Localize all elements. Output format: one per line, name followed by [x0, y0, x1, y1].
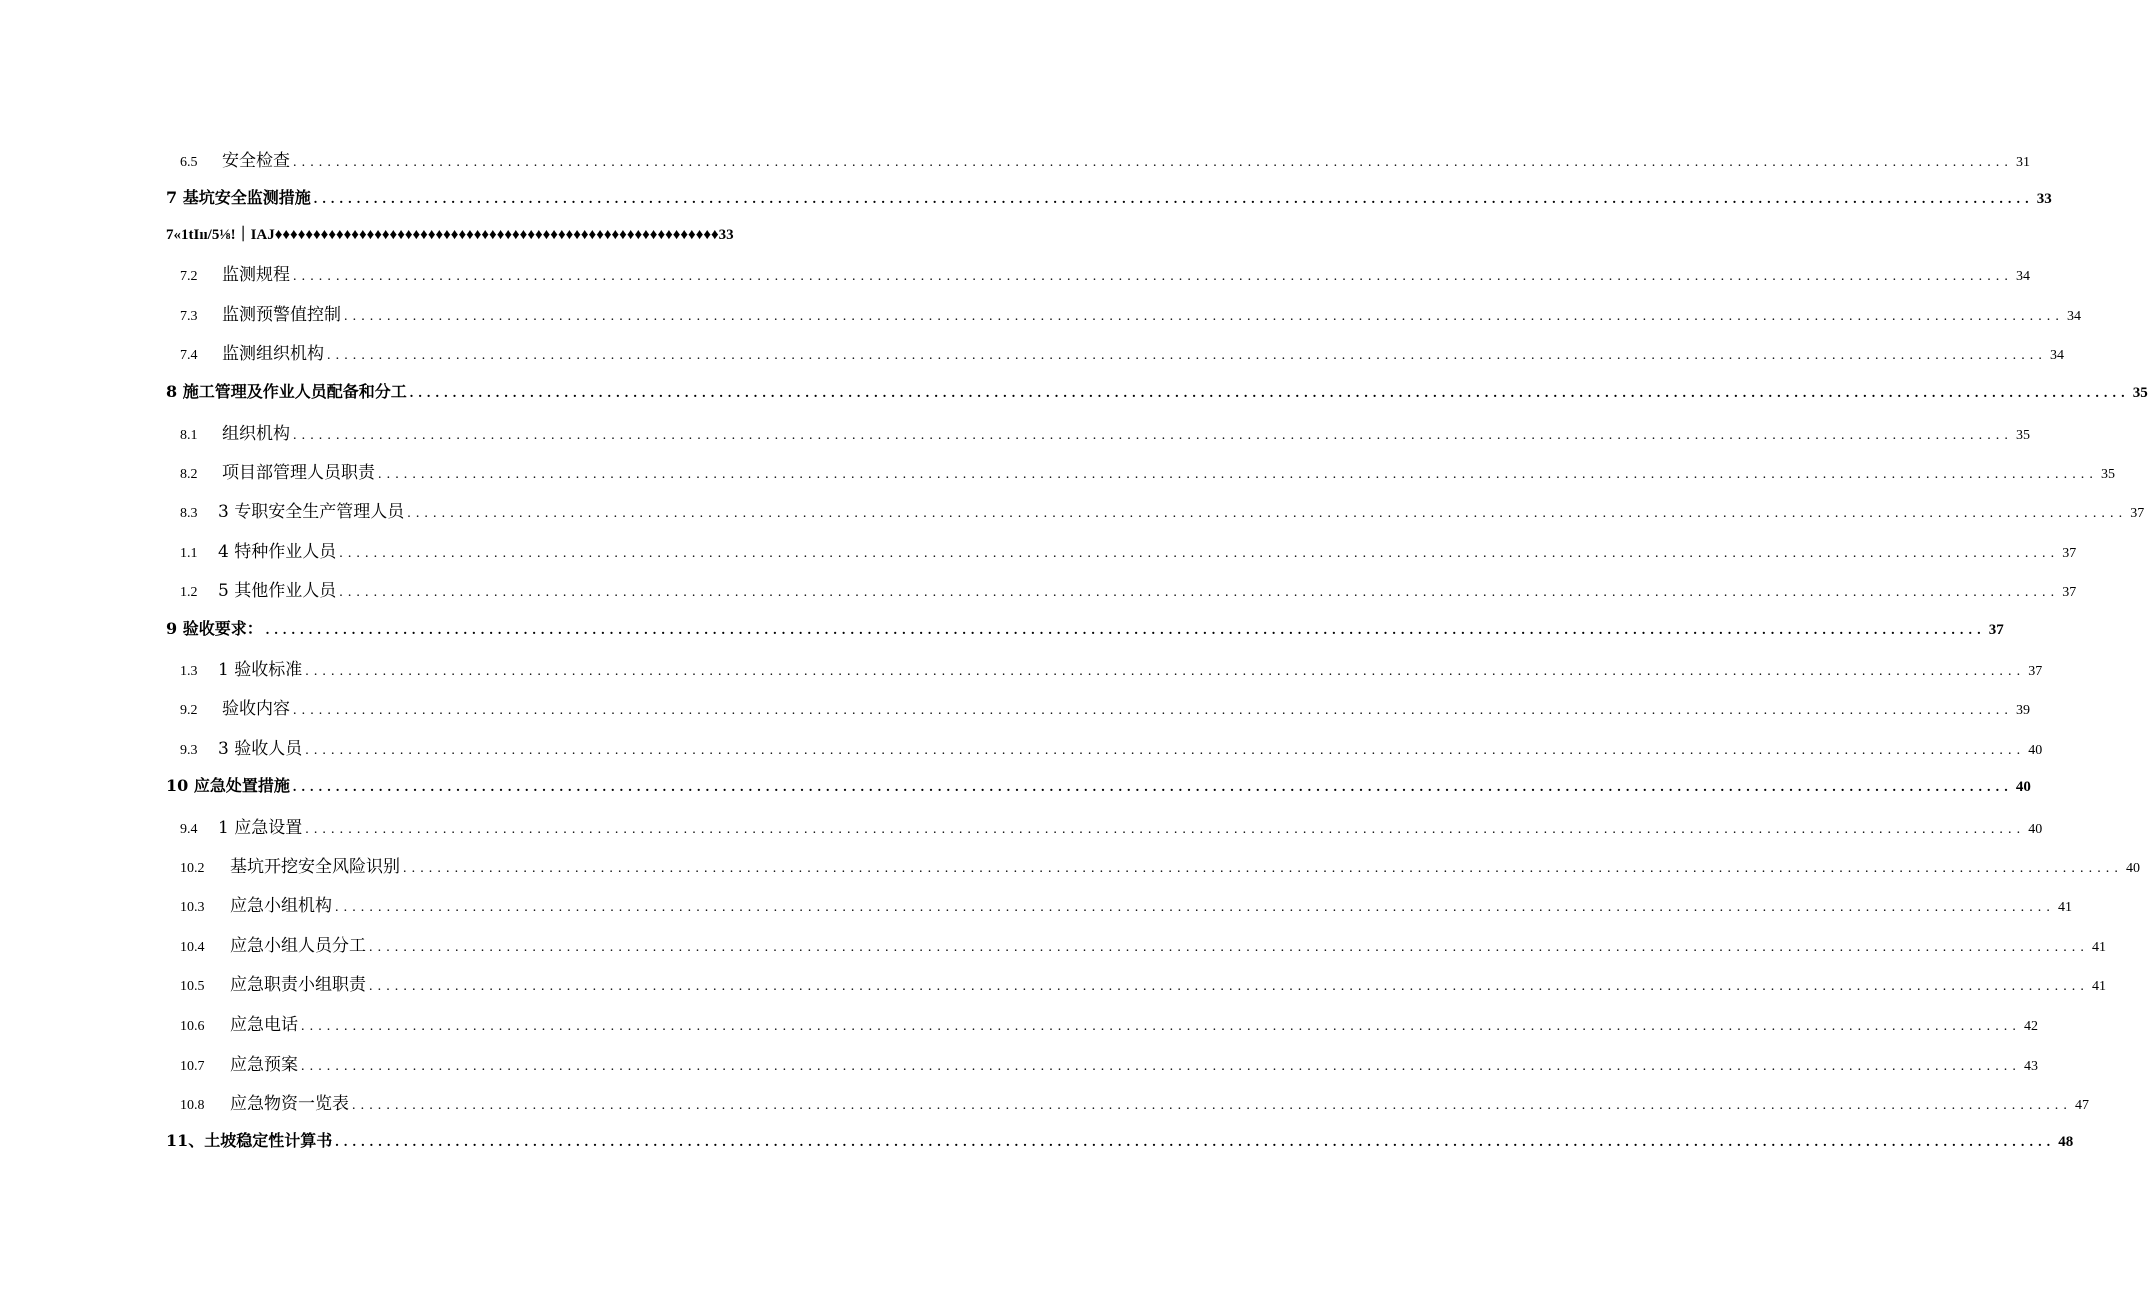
toc-entry[interactable]: [180, 734, 2043, 762]
toc-entry-title: 监测预警值控制: [222, 305, 341, 325]
toc-entry-number: 9.4: [180, 822, 198, 837]
toc-leader-dots: ........................................................................................................................................................................................................: [293, 269, 2013, 284]
toc-entry[interactable]: [180, 260, 2030, 288]
toc-entry[interactable]: [166, 185, 2052, 213]
toc-entry-number: 10.5: [180, 979, 205, 994]
toc-entry-number: 8.2: [180, 467, 198, 482]
toc-leader-dots: ........................................................................................................................................................................................................: [313, 192, 2034, 207]
toc-leader-dots: ........................................................................................................................................................................................................: [335, 1135, 2056, 1150]
toc-entry-title: 监测规程: [222, 265, 290, 285]
toc-entry-number: 9.3: [180, 743, 198, 758]
toc-entry-title: 监测组织机构: [222, 344, 324, 364]
toc-entry[interactable]: [180, 419, 2030, 447]
toc-entry-page: 48: [2058, 1134, 2074, 1150]
toc-entry[interactable]: [180, 655, 2043, 683]
toc-entry-page: 40: [2028, 822, 2043, 837]
toc-entry[interactable]: [180, 694, 2030, 722]
toc-entry-number: 10.2: [180, 861, 205, 876]
toc-entry-number: 6.5: [180, 155, 198, 170]
toc-entry-number: 10.8: [180, 1098, 205, 1113]
toc-entry-number: 7.2: [180, 269, 198, 284]
toc-entry-title: 基坑开挖安全风险识别: [230, 857, 400, 877]
toc-entry-page: 34: [2016, 269, 2030, 284]
toc-entry[interactable]: [180, 970, 2106, 998]
toc-entry[interactable]: [166, 379, 2148, 407]
toc-entry-title: 验收内容: [222, 699, 290, 719]
toc-entry-page: 41: [2092, 979, 2106, 994]
toc-entry-page: 42: [2024, 1019, 2038, 1034]
toc-leader-dots: ........................................................................................................................................................................................................: [352, 1098, 2072, 1113]
toc-entry[interactable]: [180, 339, 2064, 367]
toc-entry-page: 40: [2028, 743, 2043, 758]
toc-entry-title: 1 应急设置: [218, 818, 303, 838]
toc-entry-page: 41: [2092, 940, 2106, 955]
toc-entry[interactable]: [180, 576, 2077, 604]
toc-entry-title: 应急小组人员分工: [230, 936, 366, 956]
toc-entry[interactable]: [180, 458, 2115, 486]
toc-entry[interactable]: [180, 813, 2043, 841]
toc-leader-dots: ........................................................................................................................................................................................................: [305, 822, 2026, 837]
toc-entry[interactable]: [180, 891, 2072, 919]
toc-entry-number: 10.4: [180, 940, 205, 955]
toc-leader-dots: ........................................................................................................................................................................................................: [409, 386, 2130, 401]
toc-entry-title: 安全检查: [222, 151, 290, 171]
toc-entry[interactable]: [180, 537, 2077, 565]
toc-leader-dots: ........................................................................................................................................................................................................: [378, 467, 2098, 482]
toc-entry-number: 8.3: [180, 506, 198, 521]
toc-leader-dots: ........................................................................................................................................................................................................: [403, 861, 2123, 876]
toc-leader-dots: ........................................................................................................................................................................................................: [407, 506, 2128, 521]
toc-entry-number: 8.1: [180, 428, 198, 443]
toc-entry-title: 8 施工管理及作业人员配备和分工: [166, 382, 407, 401]
toc-leader-dots: ........................................................................................................................................................................................................: [305, 664, 2026, 679]
toc-entry-title: 7 基坑安全监测措施: [166, 188, 311, 207]
toc-entry-page: 39: [2016, 703, 2030, 718]
toc-entry[interactable]: [180, 1089, 2089, 1117]
toc-entry-number: 1.3: [180, 664, 198, 679]
toc-entry-page: 41: [2058, 900, 2072, 915]
toc-entry-title: 10 应急处置措施: [166, 776, 290, 795]
toc-leader-dots: ........................................................................................................................................................................................................: [292, 780, 2013, 795]
toc-entry[interactable]: [166, 223, 834, 251]
toc-entry-title: 组织机构: [222, 424, 290, 444]
toc-entry-page: 37: [1988, 622, 2004, 638]
toc-entry[interactable]: [180, 146, 2030, 174]
toc-entry-title: 项目部管理人员职责: [222, 463, 375, 483]
toc-entry[interactable]: [180, 931, 2106, 959]
toc-entry-title: 3 验收人员: [218, 739, 303, 759]
toc-entry-title: 应急职责小组职责: [230, 975, 366, 995]
toc-entry-title: 11、土坡稳定性计算书: [166, 1131, 333, 1150]
toc-entry-page: 34: [2050, 348, 2064, 363]
toc-entry-page: 43: [2024, 1059, 2038, 1074]
toc-entry[interactable]: [166, 616, 2004, 644]
toc-entry-page: 37: [2062, 585, 2077, 600]
toc-entry-page: 40: [2015, 779, 2031, 795]
toc-entry-page: 35: [2016, 428, 2030, 443]
toc-leader-dots: ........................................................................................................................................................................................................: [293, 428, 2013, 443]
toc-entry-page: 47: [2075, 1098, 2089, 1113]
toc-entry-title: 5 其他作业人员: [218, 581, 337, 601]
toc-leader-dots: ........................................................................................................................................................................................................: [293, 703, 2013, 718]
toc-entry[interactable]: [180, 300, 2081, 328]
toc-entry-page: 35: [2101, 467, 2115, 482]
toc-entry[interactable]: [166, 773, 2031, 801]
toc-entry-page: 37: [2062, 546, 2077, 561]
toc-entry-page: 40: [2126, 861, 2140, 876]
toc-entry[interactable]: [180, 852, 2140, 880]
toc-entry-page: 31: [2016, 155, 2030, 170]
toc-leader-dots: ........................................................................................................................................................................................................: [301, 1059, 2021, 1074]
toc-entry[interactable]: [180, 1050, 2038, 1078]
toc-leader-dots: ........................................................................................................................................................................................................: [339, 585, 2060, 600]
toc-entry[interactable]: [180, 1010, 2038, 1038]
toc-entry-title: 3 专职安全生产管理人员: [218, 502, 405, 522]
toc-entry-page: 37: [2028, 664, 2043, 679]
toc-entry-number: 1.2: [180, 585, 198, 600]
toc-entry-page: 33: [2036, 191, 2052, 207]
toc-entry-number: 7.3: [180, 309, 198, 324]
toc-entry[interactable]: [180, 497, 2145, 525]
toc-entry-number: 10.3: [180, 900, 205, 915]
toc-entry-title: 应急预案: [230, 1055, 298, 1075]
toc-entry-title: 9 验收要求：: [166, 619, 263, 638]
toc-entry-number: 9.2: [180, 703, 198, 718]
toc-entry-title: 应急电话: [230, 1015, 298, 1035]
toc-entry-title: 应急物资一览表: [230, 1094, 349, 1114]
toc-entry-title: 1 验收标准: [218, 660, 303, 680]
toc-entry-number: 10.6: [180, 1019, 205, 1034]
toc-entry-page: 35: [2132, 385, 2148, 401]
toc-entry-page: 37: [2130, 506, 2145, 521]
toc-leader-dots: ........................................................................................................................................................................................................: [293, 155, 2013, 170]
toc-entry-number: 10.7: [180, 1059, 205, 1074]
toc-entry[interactable]: [166, 1128, 2074, 1156]
toc-entry-title: 应急小组机构: [230, 896, 332, 916]
toc-leader-dots: ........................................................................................................................................................................................................: [369, 979, 2089, 994]
toc-leader-dots: ........................................................................................................................................................................................................: [344, 309, 2064, 324]
toc-entry-title: 4 特种作业人员: [218, 542, 337, 562]
toc-leader-dots: ........................................................................................................................................................................................................: [339, 546, 2060, 561]
toc-entry-garbled-text: 7«1tIıı/5⅛!｜IAJ♦♦♦♦♦♦♦♦♦♦♦♦♦♦♦♦♦♦♦♦♦♦♦♦♦♦♦♦♦♦♦♦♦♦♦♦♦♦♦♦♦♦♦♦♦♦♦♦♦♦♦♦♦♦♦♦♦♦33: [166, 227, 734, 243]
toc-leader-dots: ........................................................................................................................................................................................................: [369, 940, 2089, 955]
toc-leader-dots: ........................................................................................................................................................................................................: [327, 348, 2047, 363]
toc-entry-number: 1.1: [180, 546, 198, 561]
toc-entry-page: 34: [2067, 309, 2081, 324]
toc-leader-dots: ........................................................................................................................................................................................................: [305, 743, 2026, 758]
toc-leader-dots: ........................................................................................................................................................................................................: [265, 623, 1986, 638]
toc-leader-dots: ........................................................................................................................................................................................................: [335, 900, 2055, 915]
toc-entry-number: 7.4: [180, 348, 198, 363]
toc-leader-dots: ........................................................................................................................................................................................................: [301, 1019, 2021, 1034]
